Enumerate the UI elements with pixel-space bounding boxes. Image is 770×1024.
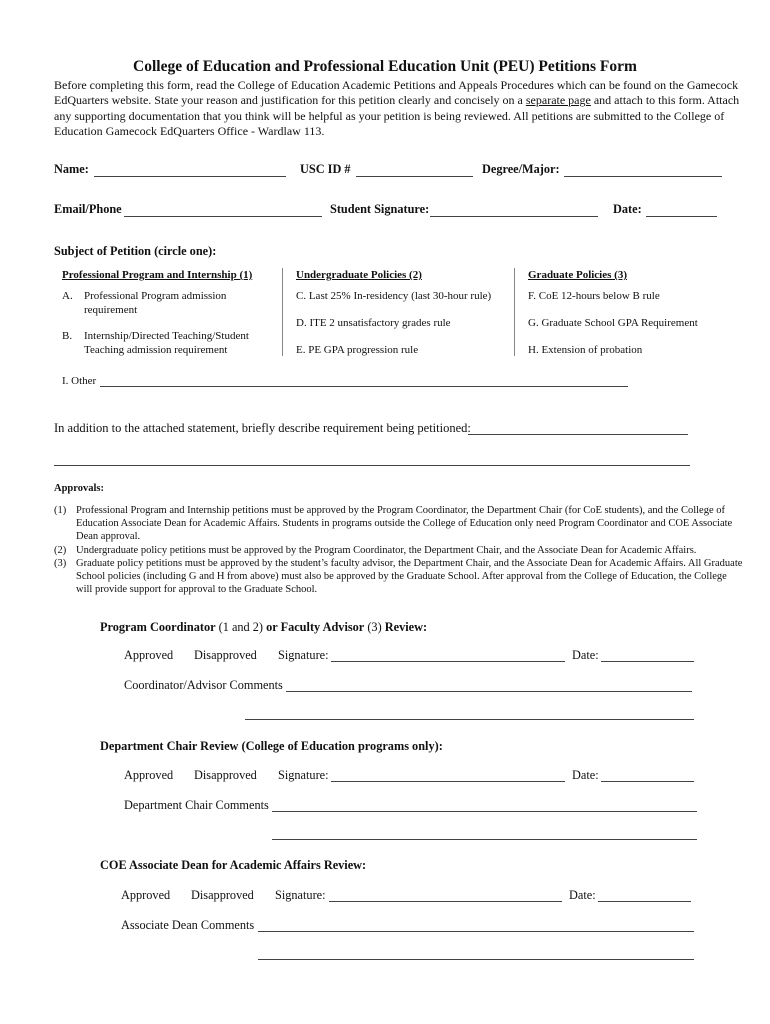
option-e[interactable]: E. PE GPA progression rule [296, 344, 419, 356]
chair-review-title: Department Chair Review (College of Education programs only): [100, 739, 443, 753]
email-phone-field[interactable] [124, 216, 322, 217]
approval-number: (2) [54, 545, 67, 556]
student-signature-label: Student Signature: [330, 202, 430, 216]
describe-field[interactable] [468, 434, 688, 435]
separate-page-text: separate page [525, 93, 591, 108]
approval-text: Professional Program and Internship petitions must be approved by the Program Coordinator, the Department Chair (for CoE students), and the College of Education Associate Dean for Academic Affairs. Students in programs outside the College of Education only need Program Coordinator and COE Associate Dean approval. [76, 505, 733, 543]
option-other-label: I. Other [62, 375, 97, 387]
dean-disapproved-option[interactable]: Disapproved [191, 888, 254, 902]
column-divider [282, 268, 283, 356]
email-phone-label: Email/Phone [54, 202, 122, 216]
describe-label: In addition to the attached statement, briefly describe requirement being petitioned: [54, 421, 471, 435]
undergraduate-policies-header: Undergraduate Policies (2) [296, 269, 422, 281]
dean-signature-field[interactable] [329, 901, 562, 902]
option-b-marker: B. [62, 330, 73, 342]
date-field[interactable] [646, 216, 717, 217]
dean-signature-label: Signature: [275, 888, 326, 902]
coordinator-date-label: Date: [572, 648, 599, 662]
date-label: Date: [613, 202, 642, 216]
coordinator-signature-label: Signature: [278, 648, 329, 662]
chair-approved-option[interactable]: Approved [124, 768, 174, 782]
intro-text-1: Before completing this form, read the College of Education Academic Petitions and Appeals Procedures which can be found on the Gamecock EdQuarters website. State your reason and justification for this petition clearly and concisely on a [54, 78, 739, 108]
coordinator-comments-field-line-2[interactable] [245, 719, 694, 720]
subject-heading: Subject of Petition (circle one): [54, 244, 217, 258]
option-g[interactable]: G. Graduate School GPA Requirement [528, 317, 698, 329]
intro-text-2: and attach to this form. Attach any supporting documentation that you think will be helpful as your petition is being reviewed. All petitions are submitted to the College of Education Gamecock EdQuarters Office - Wardlaw 113. [54, 93, 740, 139]
coordinator-comments-field[interactable] [286, 691, 692, 692]
chair-date-field[interactable] [601, 781, 694, 782]
approvals-heading: Approvals: [54, 483, 104, 494]
coordinator-signature-field[interactable] [331, 661, 565, 662]
dean-comments-field-line-2[interactable] [258, 959, 694, 960]
option-h[interactable]: H. Extension of probation [528, 344, 643, 356]
coordinator-disapproved-option[interactable]: Disapproved [194, 648, 257, 662]
degree-major-label: Degree/Major: [482, 162, 560, 176]
dean-review-title: COE Associate Dean for Academic Affairs Review: [100, 858, 367, 872]
approval-number: (1) [54, 505, 67, 516]
usc-id-label: USC ID # [300, 162, 351, 176]
chair-signature-label: Signature: [278, 768, 329, 782]
approval-number: (3) [54, 558, 67, 569]
dean-comments-field[interactable] [258, 931, 694, 932]
describe-field-line-2[interactable] [54, 465, 690, 466]
chair-disapproved-option[interactable]: Disapproved [194, 768, 257, 782]
option-b-text[interactable]: Internship/Directed Teaching/Student Teaching admission requirement [84, 330, 249, 356]
dean-approved-option[interactable]: Approved [121, 888, 171, 902]
chair-signature-field[interactable] [331, 781, 565, 782]
approval-item [54, 504, 744, 544]
student-signature-field[interactable] [430, 216, 598, 217]
chair-comments-field-line-2[interactable] [272, 839, 697, 840]
approval-text: Undergraduate policy petitions must be approved by the Program Coordinator, the Department Chair, and the Associate Dean for Academic Affairs. [76, 545, 697, 556]
coordinator-comments-label: Coordinator/Advisor Comments [124, 678, 283, 692]
name-field[interactable] [94, 176, 286, 177]
approval-item [54, 557, 744, 597]
approval-text: Graduate policy petitions must be approved by the student’s faculty advisor, the Department Chair, and the Associate Dean for Academic Affairs. All Graduate School policies (including G and H from above) must also be approved by the Graduate School. After approval from the College of Education, the College will provide support for approval to the Graduate School. [76, 558, 743, 596]
column-divider [514, 268, 515, 356]
chair-comments-field[interactable] [272, 811, 697, 812]
dean-date-label: Date: [569, 888, 596, 902]
intro-paragraph [54, 78, 744, 140]
professional-program-header: Professional Program and Internship (1) [62, 269, 253, 281]
option-c[interactable]: C. Last 25% In-residency (last 30-hour rule) [296, 290, 492, 302]
option-f[interactable]: F. CoE 12-hours below B rule [528, 290, 660, 302]
option-d[interactable]: D. ITE 2 unsatisfactory grades rule [296, 317, 451, 329]
approval-item [54, 544, 744, 557]
coordinator-approved-option[interactable]: Approved [124, 648, 174, 662]
coordinator-review-title: Program Coordinator (1 and 2) or Faculty Advisor (3) Review: [100, 620, 428, 634]
coordinator-date-field[interactable] [601, 661, 694, 662]
name-label: Name: [54, 162, 89, 176]
chair-comments-label: Department Chair Comments [124, 798, 269, 812]
graduate-policies-header: Graduate Policies (3) [528, 269, 627, 281]
other-field[interactable] [100, 386, 628, 387]
option-a-text[interactable]: Professional Program admission requirement [84, 290, 227, 316]
degree-major-field[interactable] [564, 176, 722, 177]
dean-comments-label: Associate Dean Comments [121, 918, 255, 932]
option-a-marker: A. [62, 290, 73, 302]
chair-date-label: Date: [572, 768, 599, 782]
dean-date-field[interactable] [598, 901, 691, 902]
form-title: College of Education and Professional Education Unit (PEU) Petitions Form [133, 58, 637, 75]
usc-id-field[interactable] [356, 176, 473, 177]
